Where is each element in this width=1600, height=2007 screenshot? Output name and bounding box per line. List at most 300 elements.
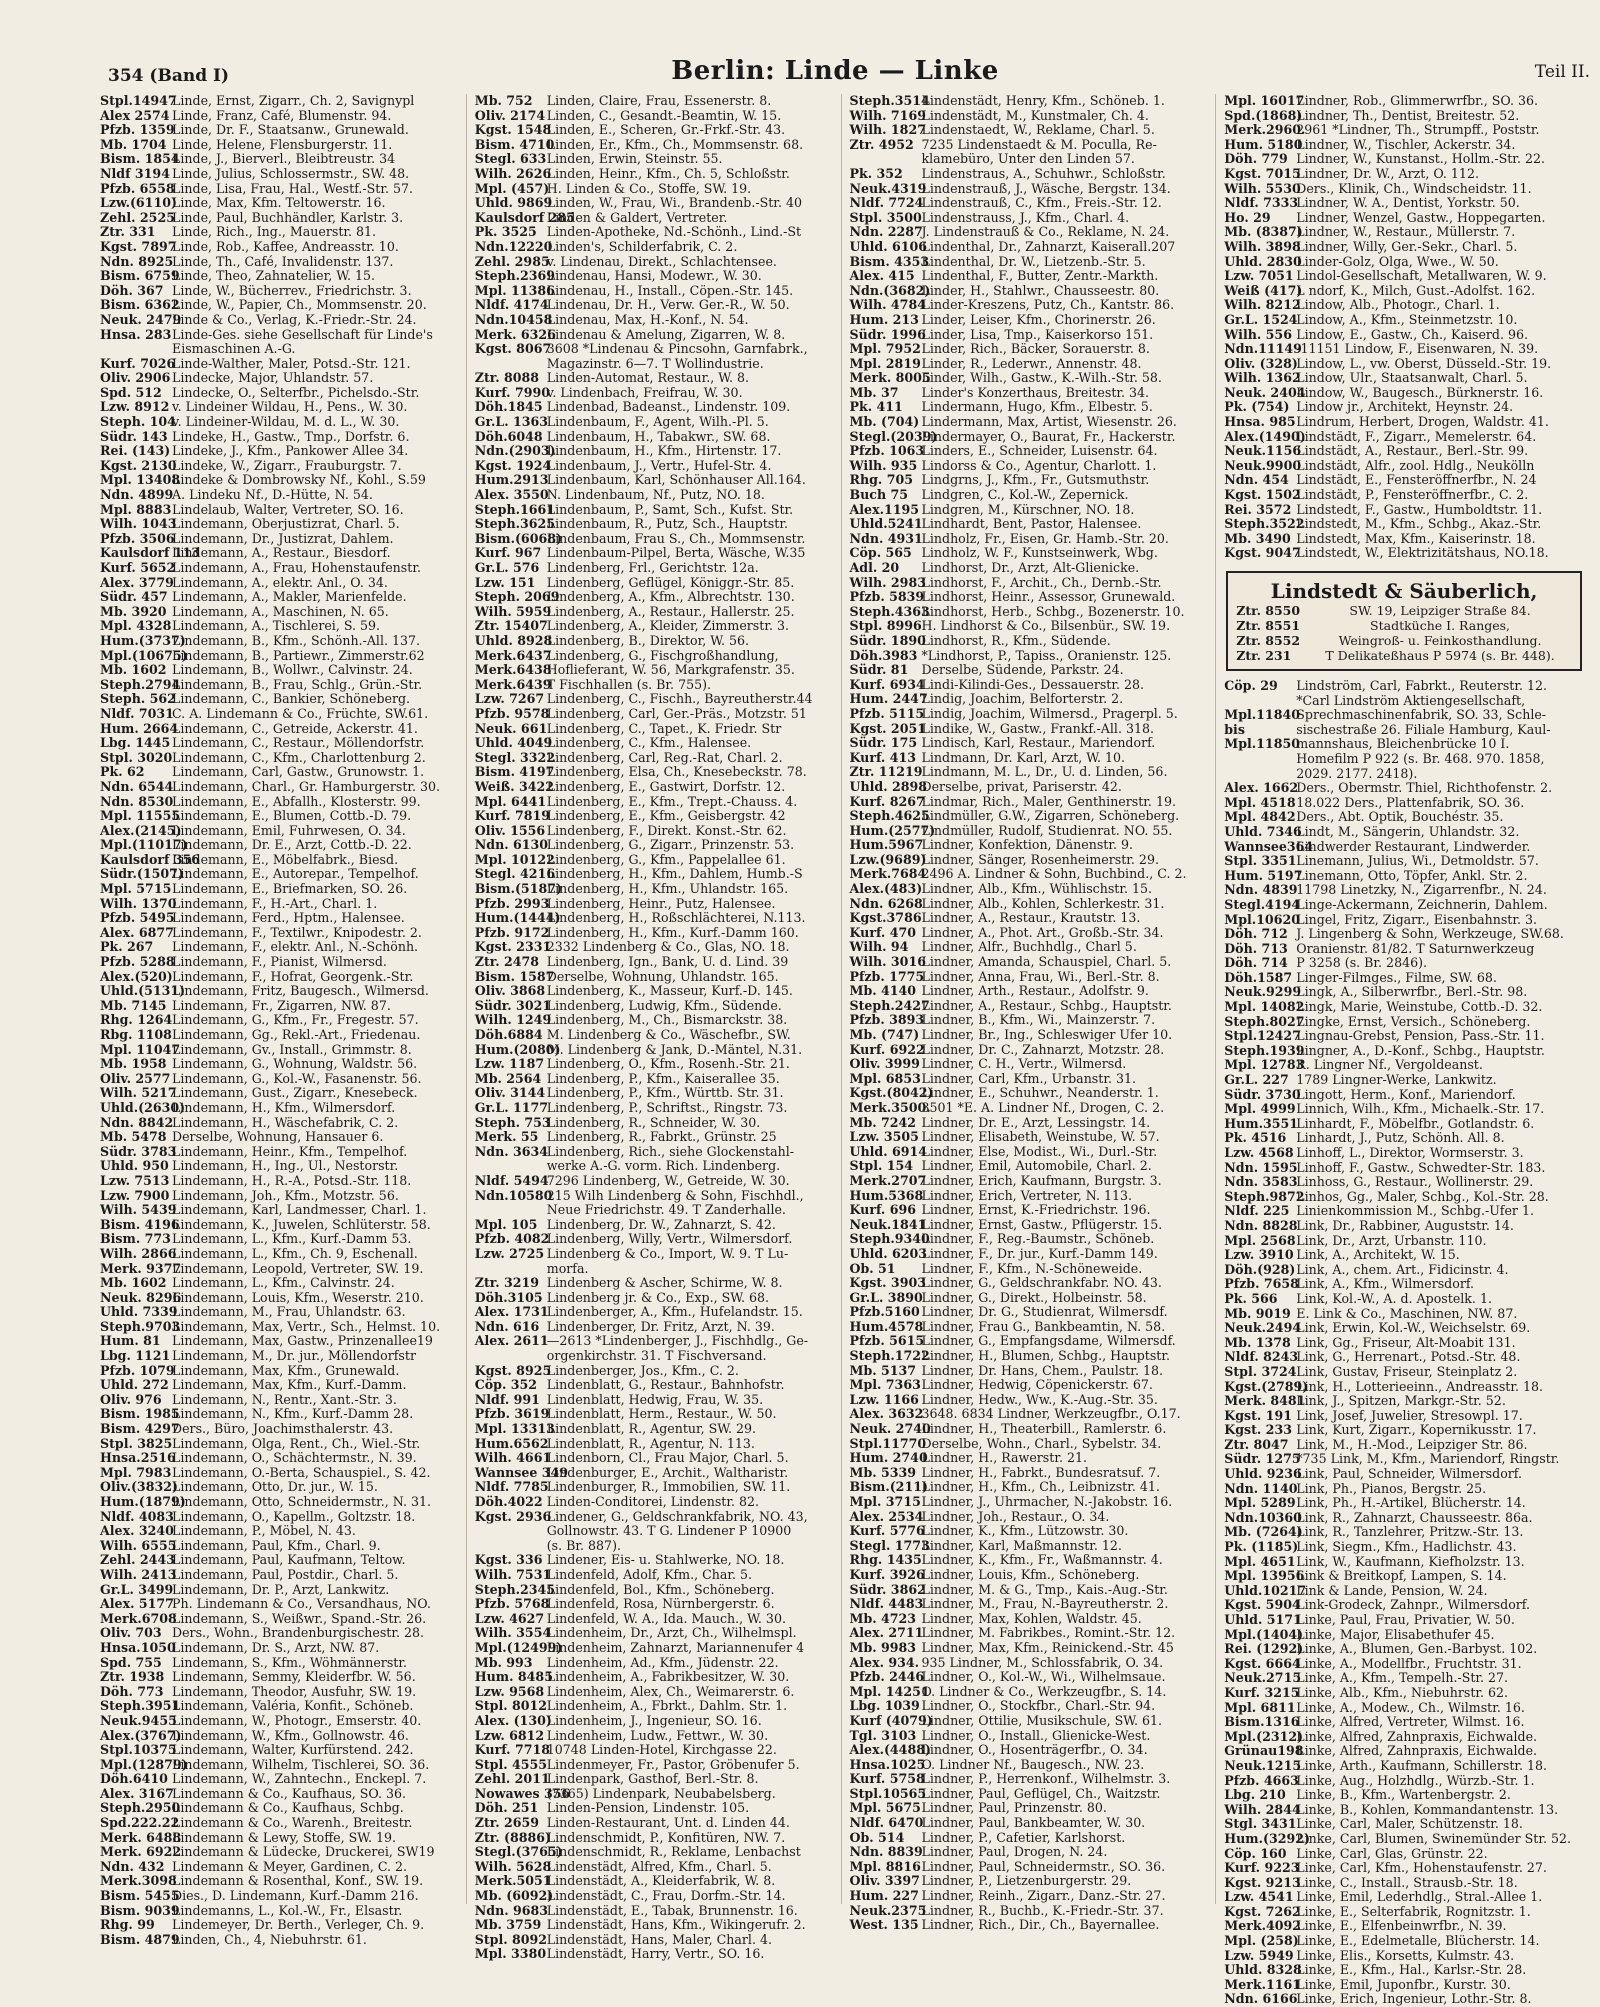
directory-entry <box>100 722 460 737</box>
phone-code: Pfzb. 7658 <box>1224 1276 1299 1292</box>
entry-text: Linke, Aug., Holzhdlg., Würzb.-Str. 1. <box>1296 1772 1535 1788</box>
phone-code: Rhg. 705 <box>849 472 913 488</box>
entry-text: Lindenberg, E., Gastwirt, Dorfstr. 12. <box>546 778 786 794</box>
phone-code: Nldf. 4174 <box>474 297 549 313</box>
phone-code: Gr.L. 1524 <box>1224 311 1298 327</box>
entry-text: Lindemann & Co., Kaufhaus, Schbg. <box>172 1800 404 1816</box>
phone-code: Rhg. 1435 <box>849 1552 922 1568</box>
entry-text: *735 Link, M., Kfm., Mariendorf, Ringstr. <box>1296 1451 1560 1467</box>
phone-code: Wilh. 3016 <box>849 954 926 970</box>
phone-code: Kurf. 3215 <box>1224 1684 1300 1700</box>
entry-text: Lindstädt, P., Fensteröffnerfbr., C. 2. <box>1296 487 1529 503</box>
phone-code: Pk. 62 <box>100 764 145 780</box>
phone-code: Mpl. 6811 <box>1224 1699 1296 1715</box>
entry-text: Lindenberg, H., Roßschlächterei, N.113. <box>546 910 806 926</box>
phone-code: Weiß. 3422 <box>474 778 555 794</box>
directory-entry <box>1224 1555 1584 1570</box>
directory-entry <box>1224 1949 1584 1964</box>
entry-text: Lindemann, L., Kfm., Calvinstr. 24. <box>172 1275 395 1291</box>
entry-text: Lindmar, Rich., Maler, Genthinerstr. 19. <box>921 793 1176 809</box>
directory-entry <box>475 1480 835 1495</box>
phone-code: Mpl. 16017 <box>1224 93 1305 108</box>
directory-entry <box>100 1262 460 1277</box>
entry-text: morfa. <box>546 1260 589 1276</box>
phone-code: Mpl. 2819 <box>849 355 921 371</box>
entry-text: Lindner, E., Schuhwr., Neanderstr. 1. <box>921 1085 1159 1101</box>
entry-text: Lindeke, W., Zigarr., Frauburgstr. 7. <box>172 457 402 473</box>
phone-code: Neuk.2375 <box>849 1902 927 1918</box>
entry-text: Linden, Heinr., Kfm., Ch. 5, Schloßstr. <box>546 165 790 181</box>
directory-entry <box>850 1393 1210 1408</box>
directory-entry <box>100 94 460 109</box>
entry-text: mannshaus, Bleichenbrücke 10 I. <box>1296 736 1510 752</box>
entry-text: Linger-Filmges., Filme, SW. 68. <box>1296 969 1497 985</box>
directory-entry <box>100 1495 460 1510</box>
phone-code: Nldf. 225 <box>1224 1203 1290 1219</box>
directory-entry <box>475 1013 835 1028</box>
phone-code: Mpl. (258) <box>1224 1933 1299 1949</box>
phone-code: Ndn. 1595 <box>1224 1159 1298 1175</box>
directory-entry <box>475 371 835 386</box>
phone-code: Ztr. 8088 <box>474 370 540 386</box>
phone-code: Alex. 3779 <box>100 574 174 590</box>
directory-entry <box>100 926 460 941</box>
entry-text: Lindenthal, Dr. W., Lietzenb.-Str. 5. <box>921 253 1146 269</box>
directory-entry <box>1224 1803 1584 1818</box>
directory-entry <box>850 1145 1210 1160</box>
directory-entry <box>475 911 835 926</box>
directory-entry <box>100 109 460 124</box>
directory-entry <box>850 663 1210 678</box>
directory-entry <box>100 1816 460 1831</box>
directory-entry <box>850 1860 1210 1875</box>
entry-text: v. Lindeiner-Wildau, M. d. L., W. 30. <box>172 414 400 430</box>
entry-text: —2613 *Lindenberger, J., Fischhdlg., Ge- <box>546 1333 809 1349</box>
directory-entry <box>850 1305 1210 1320</box>
phone-code: Ob. 51 <box>849 1260 896 1276</box>
entry-text: Lindner, G., Direkt., Holbeinstr. 58. <box>921 1289 1147 1305</box>
entry-text: Lindner, R., Buchb., K.-Friedr.-Str. 37. <box>921 1902 1164 1918</box>
phone-code: Wilh. 1827 <box>849 122 926 138</box>
entry-text: Lindemann, Semmy, Kleiderfbr. W. 56. <box>172 1669 416 1685</box>
phone-code: Lzw. 3505 <box>849 1129 919 1145</box>
entry-text: Lindgrns, J., Kfm., Fr., Gutsmuthstr. <box>921 472 1150 488</box>
directory-entry <box>100 897 460 912</box>
directory-entry <box>1224 869 1584 884</box>
directory-entry <box>100 400 460 415</box>
entry-text: Linder-Kreszens, Putz, Ch., Kantstr. 86. <box>921 297 1175 313</box>
directory-entry <box>1224 240 1584 255</box>
entry-text: Lindenberg, C., Kfm., Halensee. <box>546 735 752 751</box>
directory-entry <box>475 1641 835 1656</box>
phone-code: Uhld. 272 <box>100 1377 169 1393</box>
directory-entry <box>475 838 835 853</box>
directory-entry <box>850 1203 1210 1218</box>
directory-entry <box>475 1772 835 1787</box>
directory-entry <box>1224 1234 1584 1249</box>
directory-entry <box>475 751 835 766</box>
entry-text: Lindner, W., Tischler, Ackerstr. 34. <box>1296 136 1516 152</box>
phone-code: Gr.L. 3890 <box>849 1289 923 1305</box>
phone-code: Nldf. 991 <box>474 1391 540 1407</box>
entry-text: Lindmüller, Rudolf, Studienrat. NO. 55. <box>921 822 1173 838</box>
phone-code: Neuk. 661 <box>474 720 548 736</box>
directory-entry <box>850 284 1210 299</box>
phone-code: Kurf. 5776 <box>849 1523 925 1539</box>
directory-entry <box>475 1466 835 1481</box>
directory-entry <box>850 328 1210 343</box>
phone-code: Merk.3098 <box>100 1873 177 1889</box>
phone-code: Döh. 367 <box>100 282 164 298</box>
directory-entry <box>850 1772 1210 1787</box>
phone-code: Neuk. 2479 <box>100 311 182 327</box>
entry-text: Lindner, Frau G., Bankbeamtin, N. 58. <box>921 1318 1166 1334</box>
directory-entry <box>100 1685 460 1700</box>
volume-label: Teil II. <box>1534 62 1590 82</box>
directory-entry <box>850 1349 1210 1364</box>
entry-text: Lindenberg, Dr. W., Zahnarzt, S. 42. <box>546 1216 776 1232</box>
directory-entry <box>1224 196 1584 211</box>
entry-text: Lindener, Eis- u. Stahlwerke, NO. 18. <box>546 1552 785 1568</box>
phone-code: Kgst. 336 <box>474 1552 543 1568</box>
entry-text: Link, Siegm., Kfm., Hadlichstr. 43. <box>1296 1539 1517 1555</box>
entry-text: Lindner, P., Cafetier, Karlshorst. <box>921 1829 1126 1845</box>
entry-text: Lindenstaedt, W., Reklame, Charl. 5. <box>921 122 1155 138</box>
phone-code: Ndn. 616 <box>474 1318 540 1334</box>
phone-code: Alex. 2534 <box>849 1508 924 1524</box>
phone-code: Mpl. 14082 <box>1224 999 1305 1015</box>
phone-code: Ztr. 8047 <box>1224 1436 1289 1452</box>
entry-text: M. Lindenberg & Co., Wäschefbr., SW. <box>546 1027 791 1042</box>
entry-text: Lindemann, O.-Berta, Schauspiel., S. 42. <box>172 1464 431 1480</box>
directory-entry <box>1224 1263 1584 1278</box>
directory-entry <box>850 1524 1210 1539</box>
entry-text: Lindner, Dr. W., Arzt, O. 112. <box>1296 165 1479 181</box>
entry-text: Lindner, Erich, Kaufmann, Burgstr. 3. <box>921 1172 1162 1188</box>
directory-entry <box>100 1320 460 1335</box>
directory-entry <box>100 1130 460 1145</box>
directory-entry <box>1224 1409 1584 1424</box>
entry-text: Lindhardt, Bent, Pastor, Halensee. <box>921 516 1142 532</box>
entry-text: Lindemann, S., Weißwr., Spand.-Str. 26. <box>172 1610 427 1626</box>
directory-entry <box>1224 284 1584 299</box>
entry-text: Lindemann & Rosenthal, Konf., SW. 19. <box>172 1873 424 1889</box>
entry-text: Link, A., chem. Art., Fidicinstr. 4. <box>1296 1261 1509 1277</box>
directory-entry <box>100 517 460 532</box>
directory-entry <box>100 1626 460 1641</box>
page-header <box>100 50 1600 90</box>
entry-text: Lindner, Konfektion, Dänenstr. 9. <box>921 837 1134 853</box>
directory-entry <box>100 1466 460 1481</box>
phone-code: Kgst.3786 <box>849 910 922 926</box>
entry-text: Link, Gustav, Friseur, Steinplatz 2. <box>1296 1363 1518 1379</box>
directory-entry <box>100 634 460 649</box>
directory-entry <box>1224 1963 1584 1978</box>
directory-entry <box>850 152 1210 167</box>
entry-text: Linke, Carl, Blumen, Swinemünder Str. 52. <box>1296 1830 1572 1846</box>
directory-entry <box>100 1349 460 1364</box>
advertisement-line: T Delikateßhaus P 5974 (s. Br. 448). <box>1325 648 1555 663</box>
entry-text: Lindenberg, A., Kleider, Zimmerstr. 3. <box>546 618 789 634</box>
phone-code: Hum.3551 <box>1224 1115 1299 1131</box>
phone-code: Hum. 2664 <box>100 720 179 736</box>
entry-text: Lindner, H., Theaterbill., Ramlerstr. 6. <box>921 1421 1167 1437</box>
directory-entry <box>850 1889 1210 1904</box>
phone-code: Mb. 2564 <box>474 1070 542 1086</box>
phone-code: Zehl. 2443 <box>100 1552 175 1568</box>
entry-text: Lindemann & Meyer, Gardinen, C. 2. <box>172 1858 408 1874</box>
phone-code: Kgst. 9213 <box>1224 1874 1301 1890</box>
phone-code: Hum.(2577) <box>849 822 936 838</box>
phone-code: Alex. (130) <box>474 1712 552 1728</box>
entry-text: Lindemann, C., Restaur., Möllendorfstr. <box>172 735 425 751</box>
phone-code: Alex. 934. <box>849 1654 920 1670</box>
phone-code: Mpl. 4328 <box>100 618 172 634</box>
directory-entry <box>850 94 1210 109</box>
directory-entry <box>850 1583 1210 1598</box>
phone-code: Buch 75 <box>849 487 909 503</box>
directory-entry <box>475 605 835 620</box>
phone-code: Ndn. 432 <box>100 1858 165 1874</box>
directory-entry <box>100 1714 460 1729</box>
directory-entry <box>1224 1628 1584 1643</box>
directory-entry <box>475 692 835 707</box>
entry-text: Lindenstrauss, J., Kfm., Charl. 4. <box>921 209 1130 225</box>
entry-text: Lindner, Willy, Ger.-Sekr., Charl. 5. <box>1296 238 1518 254</box>
entry-text: Lindenberg, K., Masseur, Kurf.-D. 145. <box>546 983 793 999</box>
directory-entry <box>850 970 1210 985</box>
phone-code: Hum. 5197 <box>1224 867 1303 883</box>
directory-entry <box>100 225 460 240</box>
phone-code: Merk.4092 <box>1224 1918 1301 1934</box>
directory-entry <box>850 430 1210 445</box>
entry-text: Lindemanns, L., Kol.-W., Fr., Elsastr. <box>172 1902 403 1918</box>
phone-code: Gr.L. 3499 <box>100 1581 174 1597</box>
directory-entry <box>100 1480 460 1495</box>
entry-text: Link, R., Zahnarzt, Chausseestr. 86a. <box>1296 1509 1533 1525</box>
directory-entry <box>100 853 460 868</box>
entry-text: Lindenfeld, Bol., Kfm., Schöneberg. <box>546 1581 775 1597</box>
phone-code: Mpl. 13313 <box>474 1421 555 1437</box>
entry-text: 2496 A. Lindner & Sohn, Buchbind., C. 2. <box>921 866 1187 882</box>
phone-code: Kgst. 2130 <box>100 457 177 473</box>
entry-text: Linde, Paul, Buchhändler, Karlstr. 3. <box>172 209 404 225</box>
phone-code: Mb. 3490 <box>1224 530 1291 546</box>
phone-code: Steph.2369 <box>474 268 556 284</box>
directory-entry <box>1224 708 1584 723</box>
directory-entry <box>100 328 460 343</box>
entry-text: Link, J., Spitzen, Markgr.-Str. 52. <box>1296 1393 1506 1409</box>
directory-entry <box>850 590 1210 605</box>
directory-entry <box>475 1670 835 1685</box>
phone-code: Ztr. 2478 <box>474 954 540 970</box>
directory-entry <box>850 1656 1210 1671</box>
entry-text: Lindemann, Paul, Postdir., Charl. 5. <box>172 1566 399 1582</box>
entry-text: Lingke, Ernst, Versich., Schöneberg. <box>1296 1013 1531 1029</box>
directory-entry <box>475 1247 835 1262</box>
entry-text: Lindemann, Wilhelm, Tischlerei, SO. 36. <box>172 1756 430 1772</box>
entry-text: Derselbe, Südende, Parkstr. 24. <box>921 662 1124 678</box>
phone-code: Merk.2960. <box>1224 122 1306 138</box>
entry-text: Lindenberg, Geflügel, Königgr.-Str. 85. <box>546 574 795 590</box>
directory-entry <box>475 1656 835 1671</box>
entry-text: Linde, J., Bierverl., Bleibtreustr. 34 <box>172 151 396 167</box>
directory-entry <box>100 211 460 226</box>
phone-code: Steph.3625 <box>474 516 556 532</box>
directory-entry <box>100 605 460 620</box>
phone-code: Südr. 3862 <box>849 1581 926 1597</box>
entry-text: Lindemann, O., Kapellm., Goltzstr. 18. <box>172 1508 416 1524</box>
directory-entry <box>1224 1774 1584 1789</box>
directory-entry <box>475 1203 835 1218</box>
entry-text: Lindgren, M., Kürschner, NO. 18. <box>921 501 1135 517</box>
directory-entry <box>475 1364 835 1379</box>
phone-code: Kurf. 967 <box>474 545 542 561</box>
directory-entry <box>1224 1540 1584 1555</box>
entry-text: Lindenberg, O., Kfm., Rosenh.-Str. 21. <box>546 1056 790 1072</box>
phone-code: Pk. (1185) <box>1224 1539 1299 1555</box>
directory-entry <box>850 1743 1210 1758</box>
phone-code: Kgst. 2331 <box>474 939 552 955</box>
phone-code: Pfzb. 5495 <box>100 910 175 926</box>
phone-code: Kurf. 7718 <box>474 1742 550 1758</box>
entry-text: O. Lindner & Co., Werkzeugfbr., S. 14. <box>921 1683 1167 1699</box>
entry-text: Lindenschmidt, P., Konfitüren, NW. 7. <box>546 1829 786 1845</box>
phone-code: Uhld. 5171 <box>1224 1612 1302 1627</box>
phone-code: Mpl.(11017) <box>100 837 188 853</box>
entry-text: Link, A., Architekt, W. 15. <box>1296 1247 1460 1263</box>
directory-entry <box>100 182 460 197</box>
entry-text: Lindhorst, Dr., Arzt, Alt-Glienicke. <box>921 560 1140 575</box>
directory-entry <box>100 1699 460 1714</box>
directory-entry <box>850 1480 1210 1495</box>
entry-text: Lindemann, Max, Vertr., Sch., Helmst. 10. <box>172 1318 441 1334</box>
entry-text: Lindenberger, Dr. Fritz, Arzt, N. 39. <box>546 1318 775 1334</box>
phone-code: Kgst.(8042) <box>849 1085 934 1101</box>
entry-text: Link-Grodeck, Zahnpr., Wilmersdorf. <box>1296 1597 1531 1613</box>
entry-text: Lindner, Amanda, Schauspiel, Charl. 5. <box>921 954 1172 970</box>
entry-text: Sprechmaschinenfabrik, SO. 33, Schle- <box>1296 707 1547 723</box>
entry-text: Linke, A., Blumen, Gen.-Barbyst. 102. <box>1296 1641 1538 1657</box>
entry-text: 7235 Lindenstaedt & M. Poculla, Re- <box>921 136 1157 152</box>
entry-text: Lindenberg, G., Kfm., Pappelallee 61. <box>546 851 786 867</box>
directory-entry <box>100 167 460 182</box>
entry-text: Linge-Ackermann, Zeichnerin, Dahlem. <box>1296 896 1548 912</box>
entry-text: Lindow, Alb., Photogr., Charl. 1. <box>1296 297 1500 313</box>
entry-text: Lindenberg, P., Schriftst., Ringstr. 73. <box>546 1099 788 1115</box>
phone-code: Steph.3522 <box>1224 516 1305 532</box>
phone-code: Adl. 20 <box>849 560 900 575</box>
directory-entry <box>475 853 835 868</box>
entry-text: Lindemann, Gv., Install., Grimmstr. 8. <box>172 1041 412 1057</box>
phone-code: Stpl.14947 <box>100 93 177 108</box>
entry-text: Link & Breitkopf, Lampen, S. 14. <box>1296 1568 1507 1584</box>
phone-code: Lzw. 5949 <box>1224 1947 1294 1963</box>
phone-code: Döh. 251 <box>474 1800 539 1816</box>
phone-code: Neuk.1215 <box>1224 1757 1302 1773</box>
directory-entry <box>1224 371 1584 386</box>
phone-code: Hum.5368 <box>849 1187 924 1203</box>
directory-entry <box>475 1437 835 1452</box>
phone-code: Pfzb. 9578 <box>474 705 550 721</box>
entry-text: Lindenheim, A., Fbrkt., Dahlm. Str. 1. <box>546 1698 788 1714</box>
phone-code: Mpl. (457) <box>474 180 550 196</box>
directory-entry <box>1224 971 1584 986</box>
directory-entry <box>1224 1219 1584 1234</box>
directory-entry <box>100 1904 460 1919</box>
entry-text: Lindike, W., Gastw., Frankf.-All. 318. <box>921 720 1154 736</box>
phone-code: Pfzb. 5768 <box>474 1596 550 1612</box>
directory-column-3 <box>849 93 1217 1933</box>
directory-entry <box>475 1145 835 1160</box>
entry-text: Linden-Conditorei, Lindenstr. 82. <box>546 1494 760 1509</box>
phone-code: Pfzb. 6558 <box>100 180 175 196</box>
directory-entry <box>850 795 1210 810</box>
entry-text: Lindenbaum, Karl, Schönhauser All.164. <box>546 472 806 488</box>
phone-code: Mb. (747) <box>849 1027 920 1042</box>
entry-text: H. Lindhorst & Co., Bilsenbür., SW. 19. <box>921 618 1171 634</box>
phone-code: Neuk. 2740 <box>849 1421 931 1437</box>
entry-text: Lindemann, Otto, Dr. jur., W. 15. <box>172 1479 378 1495</box>
directory-entry <box>100 999 460 1014</box>
directory-entry <box>475 736 835 751</box>
phone-code: Mb. (7264) <box>1224 1524 1303 1540</box>
phone-code: Kurf. 5652 <box>100 560 176 575</box>
phone-code: Mpl. 2568 <box>1224 1232 1296 1248</box>
directory-entry <box>475 1918 835 1933</box>
entry-text: Lindenberg, G., Fischgroßhandlung, <box>546 647 779 663</box>
directory-entry <box>100 1918 460 1933</box>
directory-entry <box>475 357 835 372</box>
directory-entry <box>850 605 1210 620</box>
directory-entry <box>100 240 460 255</box>
directory-entry <box>100 269 460 284</box>
phone-code: Mpl. 7983 <box>100 1464 172 1480</box>
entry-text: Lindenau, Max, H.-Konf., N. 54. <box>546 311 749 327</box>
entry-text: Lindner, O., Kol.-W., Wi., Wilhelmsaue. <box>921 1669 1166 1685</box>
directory-entry <box>850 1334 1210 1349</box>
directory-entry <box>850 1072 1210 1087</box>
entry-text: Lindemann, G., Kfm., Fr., Fregestr. 57. <box>172 1012 419 1028</box>
directory-entry <box>100 1422 460 1437</box>
directory-entry <box>850 838 1210 853</box>
entry-text: Linder's Konzerthaus, Breitestr. 34. <box>921 384 1150 400</box>
phone-code: Döh.6884 <box>474 1027 543 1042</box>
phone-code: Mpl. 3380 <box>474 1946 547 1962</box>
directory-entry <box>100 1583 460 1598</box>
directory-entry <box>1224 1029 1584 1044</box>
entry-text: L ndorf, K., Milch, Gust.-Adolfst. 162. <box>1296 282 1536 298</box>
entry-text: Lingnau-Grebst, Pension, Pass.-Str. 11. <box>1296 1028 1545 1044</box>
entry-text: Lindenberg, C., Tapet., K. Friedr. Str <box>546 720 782 736</box>
directory-entry <box>1224 517 1584 532</box>
directory-entry <box>850 1378 1210 1393</box>
phone-code: Döh. 713 <box>1224 940 1288 956</box>
entry-text: Linder, H., Stahlwr., Chausseestr. 80. <box>921 282 1160 298</box>
directory-entry <box>1224 1380 1584 1395</box>
entry-text: Linde, Franz, Café, Blumenstr. 94. <box>172 107 392 123</box>
directory-entry <box>475 1189 835 1204</box>
entry-text: Lindstedt, W., Elektrizitätshaus, NO.18. <box>1296 545 1549 561</box>
directory-entry <box>100 692 460 707</box>
advertisement-box <box>1226 571 1582 671</box>
phone-code: Kgst. 1548 <box>474 122 552 138</box>
phone-code: Mb. 7242 <box>849 1114 917 1130</box>
phone-code: Wilh. 94 <box>849 939 909 955</box>
phone-code: Wilh. 3554 <box>474 1625 552 1641</box>
phone-code: Mb. 1704 <box>100 136 167 152</box>
entry-text: Lindenblatt, Herm., Restaur., W. 50. <box>546 1406 777 1422</box>
